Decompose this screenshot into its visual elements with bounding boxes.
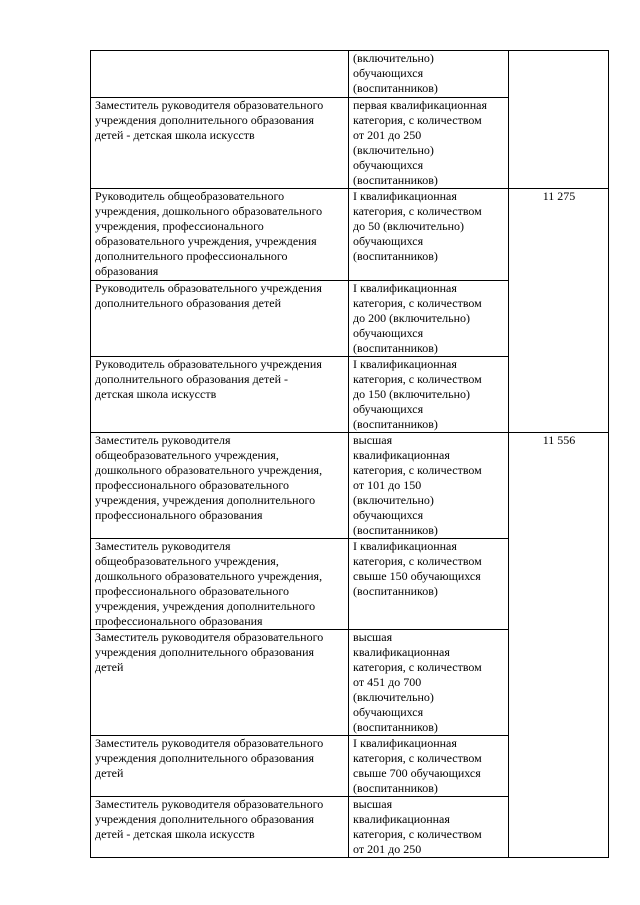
document-page (90, 50, 608, 858)
salary-cell (509, 433, 609, 858)
category-cell: I квалификационная категория, с количеством до 150 (включительно) обучающихся (воспитанников) (349, 357, 509, 433)
position-cell: Заместитель руководителя образовательного учреждения дополнительного образования детей (91, 630, 349, 736)
category-cell: I квалификационная категория, с количеством свыше 700 обучающихся (воспитанников) (349, 736, 509, 797)
salary-value: 11 556 (542, 433, 576, 447)
position-cell: Заместитель руководителя образовательного учреждения дополнительного образования детей - детская школа искусств (91, 98, 349, 189)
position-cell: Заместитель руководителя общеобразовательного учреждения, дошкольного образовательного учреждения, профессионального образовательного учреждения, учреждения дополнительного профессионального образования (91, 539, 349, 630)
position-cell (91, 51, 349, 98)
category-cell: I квалификационная категория, с количеством до 50 (включительно) обучающихся (воспитанников) (349, 189, 509, 281)
salary-value: 11 275 (542, 189, 576, 203)
category-cell: I квалификационная категория, с количеством свыше 150 обучающихся (воспитанников) (349, 539, 509, 630)
category-cell: первая квалификационная категория, с количеством от 201 до 250 (включительно) обучающихся (воспитанников) (349, 98, 509, 189)
position-cell: Заместитель руководителя общеобразовательного учреждения, дошкольного образовательного учреждения, профессионального образовательного учреждения, учреждения дополнительного профессионального образования (91, 433, 349, 539)
position-cell: Руководитель общеобразовательного учреждения, дошкольного образовательного учреждения, профессионального образовательного учреждения, учреждения дополнительного профессионального образования (91, 189, 349, 281)
table-row (91, 51, 609, 98)
position-cell: Руководитель образовательного учреждения дополнительного образования детей (91, 281, 349, 357)
position-cell: Руководитель образовательного учреждения дополнительного образования детей - детская школа искусств (91, 357, 349, 433)
category-cell: высшая квалификационная категория, с количеством от 101 до 150 (включительно) обучающихся (воспитанников) (349, 433, 509, 539)
category-cell: высшая квалификационная категория, с количеством от 201 до 250 (349, 797, 509, 858)
category-cell: I квалификационная категория, с количеством до 200 (включительно) обучающихся (воспитанников) (349, 281, 509, 357)
category-cell: (включительно) обучающихся (воспитанников) (349, 51, 509, 98)
position-cell: Заместитель руководителя образовательного учреждения дополнительного образования детей (91, 736, 349, 797)
table-row (91, 189, 609, 281)
category-cell: высшая квалификационная категория, с количеством от 451 до 700 (включительно) обучающихся (воспитанников) (349, 630, 509, 736)
table-row (91, 433, 609, 539)
salary-cell (509, 51, 609, 189)
position-cell: Заместитель руководителя образовательного учреждения дополнительного образования детей - детская школа искусств (91, 797, 349, 858)
salary-cell (509, 189, 609, 433)
salary-table (90, 50, 609, 858)
